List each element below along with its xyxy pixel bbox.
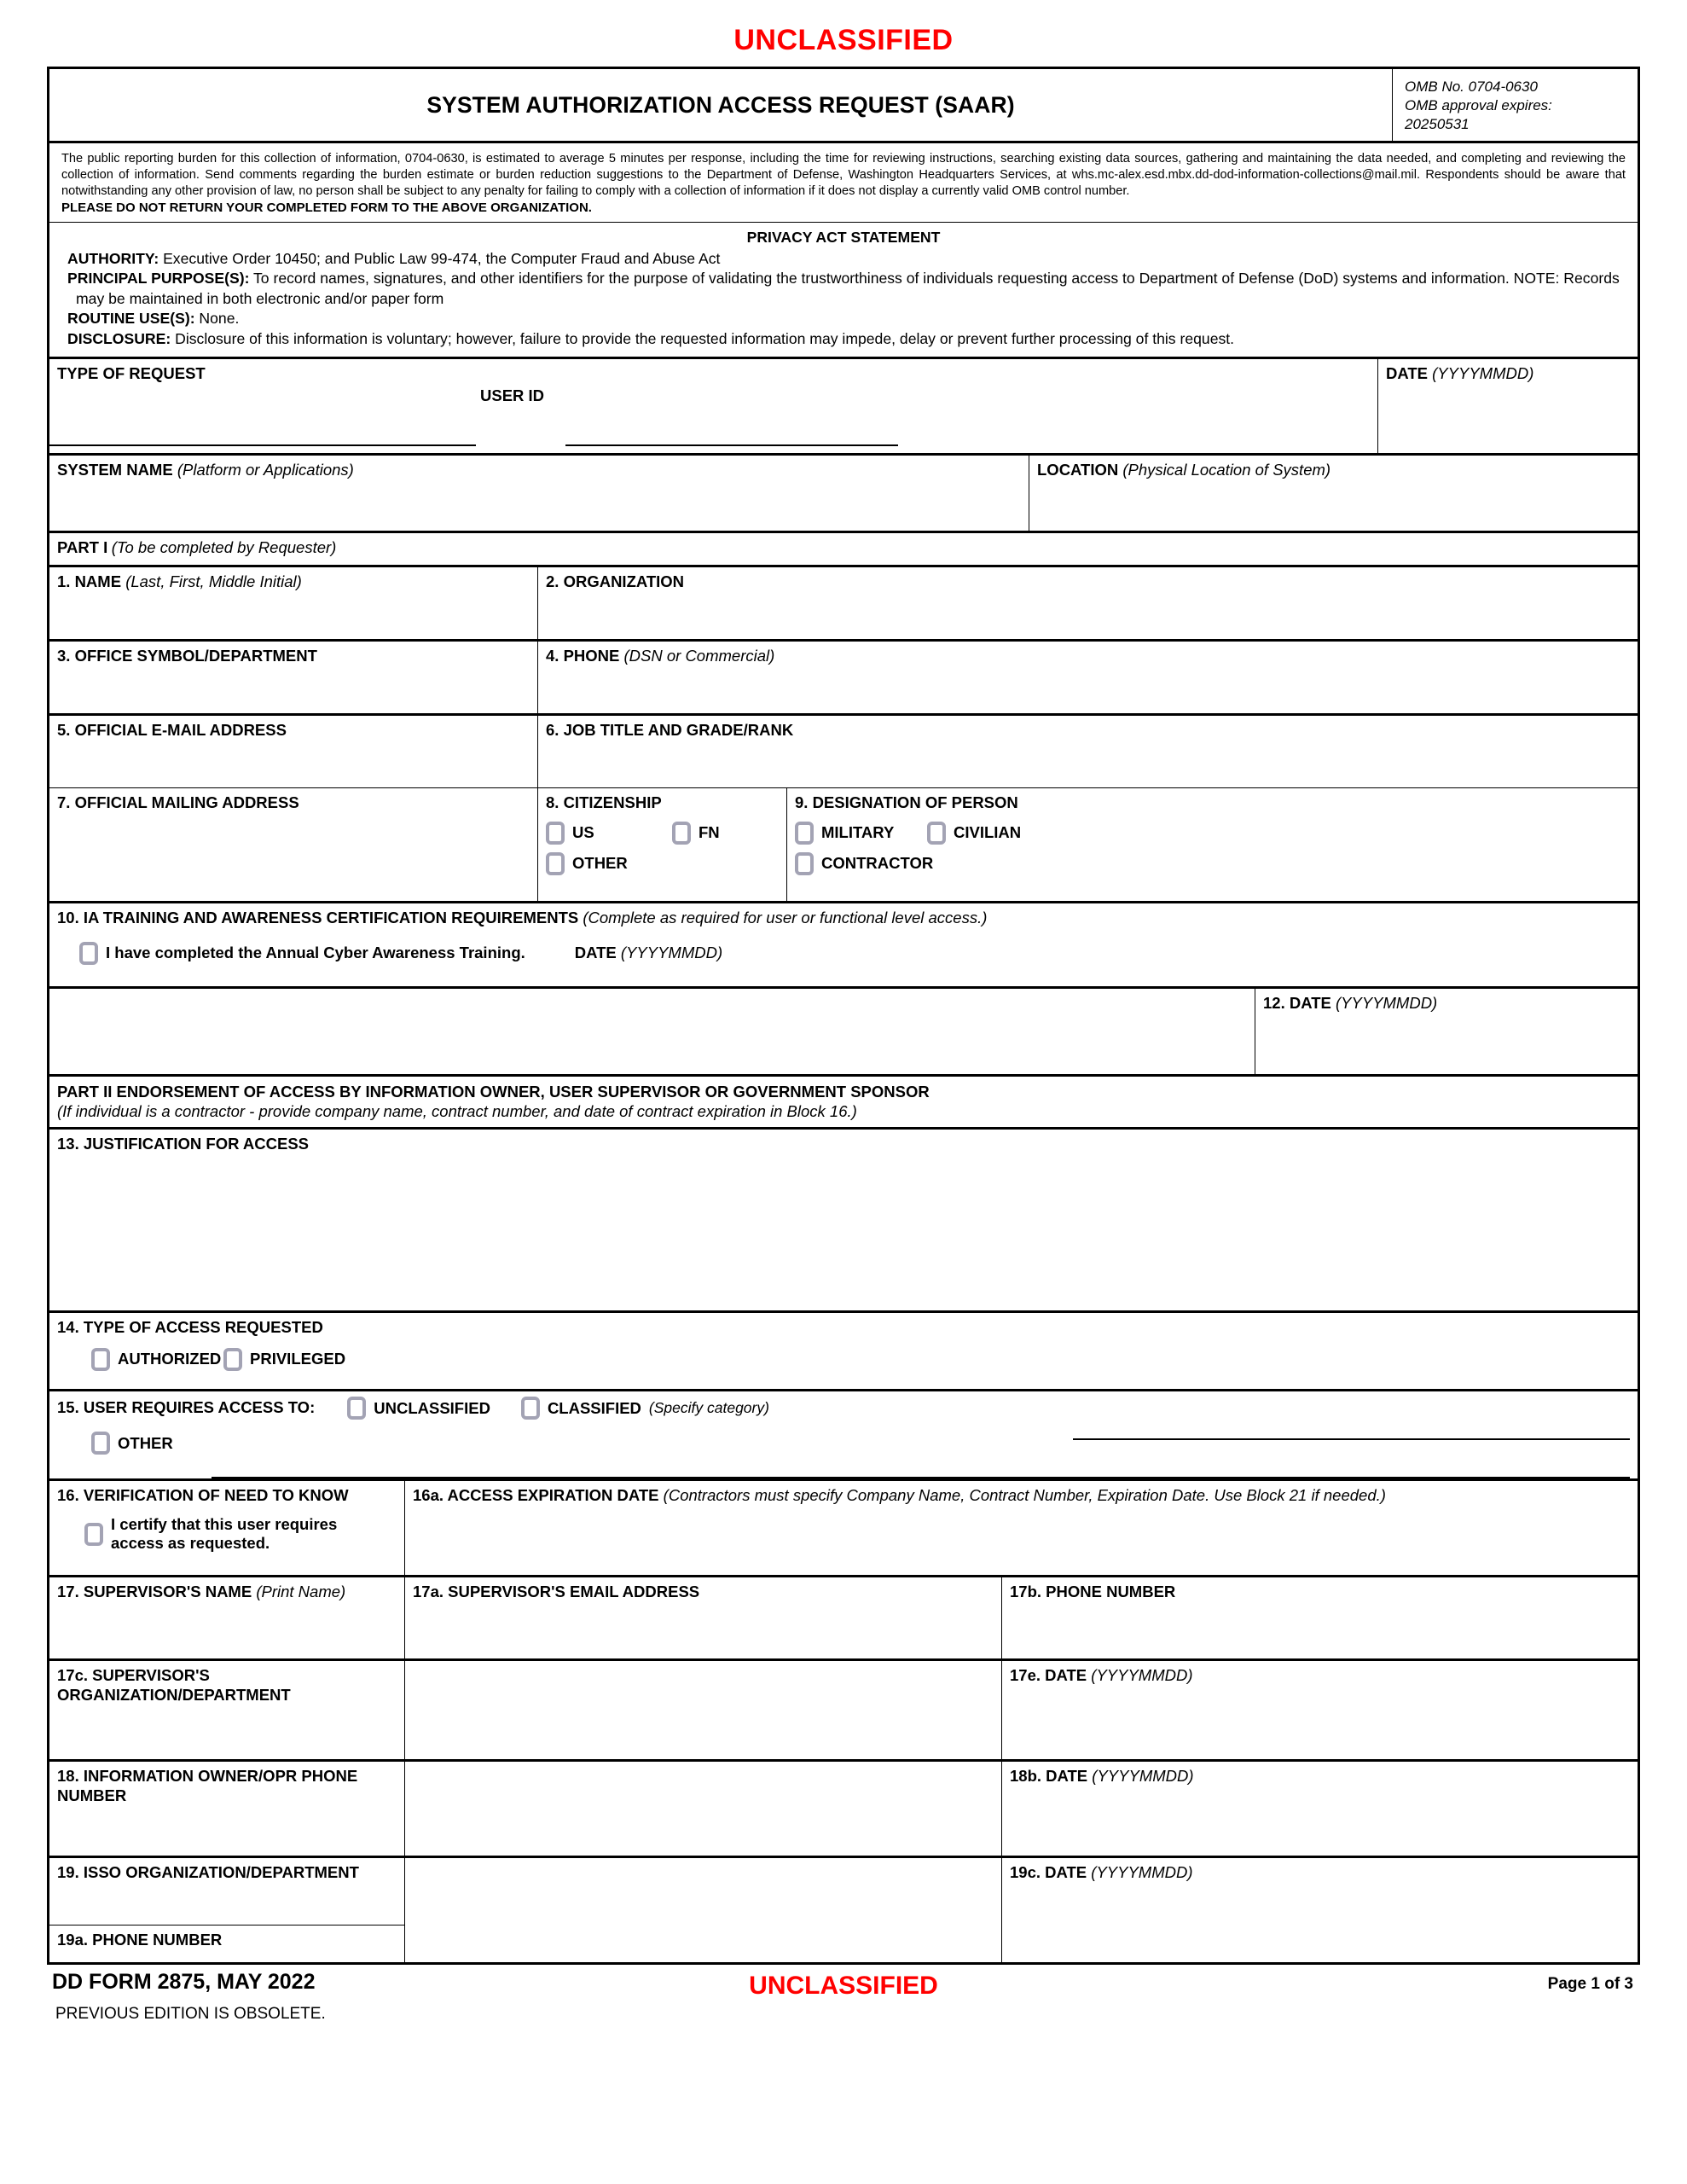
- field-15-label: 15. USER REQUIRES ACCESS TO:: [57, 1398, 316, 1417]
- checkbox-classified[interactable]: [521, 1397, 641, 1420]
- field-7-mailing-address[interactable]: [49, 788, 537, 901]
- field-15-classified-hint: (Specify category): [648, 1399, 769, 1417]
- checkbox-icon[interactable]: [347, 1397, 366, 1420]
- checkbox-icon[interactable]: [795, 852, 814, 875]
- checkbox-cyber-awareness-label: I have completed the Annual Cyber Awareness Training.: [106, 944, 525, 962]
- checkbox-designation-civilian[interactable]: [927, 822, 1021, 845]
- checkbox-icon[interactable]: [546, 852, 565, 875]
- field-19c-hint: (YYYYMMDD): [1091, 1863, 1193, 1882]
- row-supervisor-org: [49, 1658, 1638, 1759]
- field-3-office-symbol[interactable]: [49, 642, 537, 713]
- checkbox-access-other[interactable]: [91, 1432, 173, 1455]
- field-17b-phone[interactable]: [1001, 1577, 1638, 1658]
- previous-edition-note: PREVIOUS EDITION IS OBSOLETE.: [55, 2005, 326, 2024]
- checkbox-icon[interactable]: [91, 1432, 110, 1455]
- privacy-disclosure-text: Disclosure of this information is voluntary; however, failure to provide the requested information may impede, delay or prevent further processing of this request.: [171, 329, 1235, 347]
- field-16a-expiration-date[interactable]: [404, 1481, 1638, 1575]
- field-3-label: 3. OFFICE SYMBOL/DEPARTMENT: [57, 647, 317, 665]
- row-email-jobtitle: [49, 713, 1638, 787]
- field-17a-supervisor-email[interactable]: [404, 1577, 1001, 1658]
- checkbox-icon[interactable]: [79, 942, 98, 965]
- privacy-authority: [61, 249, 1626, 269]
- request-date-cell[interactable]: [1377, 359, 1638, 453]
- field-10-label: [57, 909, 1630, 928]
- field-11-signature[interactable]: [49, 989, 1255, 1074]
- checkbox-icon[interactable]: [521, 1397, 540, 1420]
- field-4-label: [546, 647, 1630, 666]
- field-18b-label: [1010, 1767, 1630, 1786]
- field-13-justification[interactable]: [49, 1127, 1638, 1310]
- field-10-date: [575, 944, 722, 963]
- field-19-isso-org[interactable]: [49, 1858, 404, 1925]
- row-information-owner: [49, 1759, 1638, 1856]
- field-6-job-title[interactable]: [537, 716, 1638, 787]
- title-band: [49, 69, 1638, 141]
- privacy-disclosure: [61, 329, 1626, 349]
- field-5-email[interactable]: [49, 716, 537, 787]
- privacy-authority-label: AUTHORITY:: [67, 250, 159, 268]
- field-19-label: 19. ISSO ORGANIZATION/DEPARTMENT: [57, 1863, 359, 1882]
- field-17d-supervisor-signature[interactable]: [404, 1661, 1001, 1759]
- field-4-phone[interactable]: [537, 642, 1638, 713]
- part1-heading-hint: (To be completed by Requester): [111, 538, 337, 557]
- field-9-label: 9. DESIGNATION OF PERSON: [795, 793, 1018, 812]
- field-16-certify-line1: I certify that this user requires: [111, 1514, 338, 1533]
- field-12-hint: (YYYYMMDD): [1336, 994, 1438, 1013]
- field-16a-label: [413, 1486, 1630, 1506]
- field-2-organization[interactable]: [537, 567, 1638, 639]
- privacy-act-statement: [49, 222, 1638, 357]
- part2-heading-text: PART II ENDORSEMENT OF ACCESS BY INFORMATION OWNER, USER SUPERVISOR OR GOVERNMENT SPONSOR: [57, 1083, 930, 1101]
- checkbox-designation-contractor[interactable]: [795, 852, 933, 875]
- checkbox-designation-contractor-label: CONTRACTOR: [821, 854, 934, 873]
- page-number: Page 1 of 3: [1547, 1975, 1633, 1994]
- field-17-hint: (Print Name): [256, 1583, 346, 1601]
- field-4-label-text: 4. PHONE: [546, 647, 620, 665]
- checkbox-designation-civilian-label: CIVILIAN: [954, 823, 1022, 842]
- classification-banner-bottom: UNCLASSIFIED: [749, 1972, 938, 2001]
- privacy-disclosure-label: DISCLOSURE:: [67, 329, 171, 347]
- field-17e-label: [1010, 1666, 1630, 1686]
- field-17b-label: 17b. PHONE NUMBER: [1010, 1583, 1176, 1601]
- field-9-designation: [786, 788, 1638, 901]
- field-19a-label: 19a. PHONE NUMBER: [57, 1931, 223, 1949]
- row-office-phone: [49, 639, 1638, 713]
- checkbox-access-privileged[interactable]: [223, 1348, 345, 1371]
- field-18a-info-owner-signature[interactable]: [404, 1762, 1001, 1856]
- burden-notice: PLEASE DO NOT RETURN YOUR COMPLETED FORM TO THE ABOVE ORGANIZATION.: [61, 200, 592, 216]
- request-row: [49, 357, 1638, 453]
- checkbox-icon[interactable]: [91, 1348, 110, 1371]
- checkbox-access-authorized[interactable]: [91, 1348, 223, 1371]
- omb-expires-label: OMB approval expires:: [1405, 97, 1552, 114]
- field-1-label-text: 1. NAME: [57, 572, 122, 591]
- row-signature-date: [49, 986, 1638, 1074]
- field-16-label: 16. VERIFICATION OF NEED TO KNOW: [57, 1486, 349, 1505]
- system-name-cell[interactable]: [49, 456, 1029, 531]
- field-13-label: 13. JUSTIFICATION FOR ACCESS: [57, 1135, 310, 1153]
- page-title: SYSTEM AUTHORIZATION ACCESS REQUEST (SAAR): [426, 91, 1015, 118]
- system-row: [49, 453, 1638, 531]
- type-of-request-label: TYPE OF REQUEST: [57, 364, 206, 383]
- checkbox-icon[interactable]: [927, 822, 946, 845]
- field-17-supervisor-name[interactable]: [49, 1577, 404, 1658]
- field-17e-date[interactable]: [1001, 1661, 1638, 1759]
- field-14-type-of-access: [49, 1310, 1638, 1389]
- field-19c-label: [1010, 1863, 1630, 1883]
- location-label-text: LOCATION: [1037, 461, 1119, 479]
- part1-heading: [49, 531, 1638, 565]
- field-6-label: 6. JOB TITLE AND GRADE/RANK: [546, 721, 794, 740]
- field-16a-label-text: 16a. ACCESS EXPIRATION DATE: [413, 1486, 659, 1505]
- dd-form-2875: [47, 67, 1640, 1965]
- field-12-label: [1263, 994, 1630, 1014]
- request-date-label-text: DATE: [1386, 364, 1428, 383]
- privacy-act-title: PRIVACY ACT STATEMENT: [746, 228, 941, 246]
- classified-category-input[interactable]: [1073, 1438, 1630, 1440]
- field-10-date-format: (YYYYMMDD): [620, 943, 723, 961]
- privacy-purpose-label: PRINCIPAL PURPOSE(S):: [67, 270, 250, 288]
- checkbox-icon[interactable]: [672, 822, 691, 845]
- field-1-label: [57, 572, 530, 592]
- field-4-hint: (DSN or Commercial): [623, 647, 775, 665]
- part1-heading-bold: PART I: [57, 538, 108, 557]
- omb-expires-value: 20250531: [1405, 116, 1470, 133]
- field-17e-label-text: 17e. DATE: [1010, 1666, 1087, 1685]
- checkbox-icon[interactable]: [223, 1348, 242, 1371]
- field-15-access-level: [49, 1389, 1638, 1478]
- field-10-hint: (Complete as required for user or functional level access.): [583, 909, 988, 927]
- part2-heading: [49, 1074, 1638, 1127]
- checkbox-access-authorized-label: AUTHORIZED: [118, 1350, 222, 1368]
- field-10-date-label: DATE: [574, 943, 617, 961]
- row-name-organization: [49, 565, 1638, 639]
- burden-text: The public reporting burden for this collection of information, 0704-0630, is estimated to average 5 minutes per response, including the time for reviewing instructions, searching existing data sources, gathering and maintaining the data needed, and completing and reviewing the collection of information. Send comments regarding the burden estimate or burden reduction suggestions to the Department of Defense, Washington Headquarters Services, at whs.mc-alex.esd.mbx.dd-dod-information-collections@mail.mil. Respondents should be aware that notwithstanding any other provision of law, no person shall be subject to any penalty for failing to comply with a collection of information if it does not display a currently valid OMB control number.: [61, 152, 1626, 199]
- field-1-hint: (Last, First, Middle Initial): [125, 572, 302, 591]
- checkbox-designation-military[interactable]: [795, 822, 927, 845]
- classification-banner-top: UNCLASSIFIED: [733, 24, 954, 56]
- checkbox-citizenship-us-label: US: [572, 823, 594, 842]
- field-17c-label: 17c. SUPERVISOR'S ORGANIZATION/DEPARTMENT: [57, 1666, 291, 1704]
- isso-left-stack: [49, 1858, 404, 1962]
- checkbox-access-other-label: OTHER: [118, 1433, 173, 1452]
- field-12-date[interactable]: [1255, 989, 1638, 1074]
- user-id-input[interactable]: [565, 444, 898, 446]
- checkbox-designation-military-label: MILITARY: [821, 823, 895, 842]
- burden-statement: [49, 141, 1638, 221]
- access-other-input[interactable]: [212, 1477, 1630, 1478]
- request-date-format: (YYYYMMDD): [1432, 364, 1534, 383]
- checkbox-icon[interactable]: [84, 1523, 103, 1546]
- field-10-label-text: 10. IA TRAINING AND AWARENESS CERTIFICATION REQUIREMENTS: [57, 909, 579, 927]
- field-19a-phone[interactable]: [49, 1925, 404, 1962]
- location-hint: (Physical Location of System): [1122, 461, 1331, 479]
- field-8-label: 8. CITIZENSHIP: [546, 793, 662, 812]
- field-2-label: 2. ORGANIZATION: [546, 572, 685, 591]
- field-12-label-text: 12. DATE: [1263, 994, 1331, 1013]
- request-date-label: [1386, 364, 1630, 384]
- row-address-citizenship-designation: [49, 787, 1638, 901]
- system-name-label: [57, 461, 1021, 480]
- field-16-certify-line2: access as requested.: [111, 1534, 270, 1553]
- type-of-request-cell[interactable]: [49, 359, 1377, 453]
- checkbox-unclassified[interactable]: [347, 1397, 490, 1420]
- field-18b-label-text: 18b. DATE: [1010, 1767, 1088, 1786]
- privacy-routine-use: [61, 309, 1626, 328]
- field-18b-hint: (YYYYMMDD): [1092, 1767, 1194, 1786]
- part2-subheading-text: (If individual is a contractor - provide company name, contract number, and date of contract expiration in Block 16.): [57, 1101, 857, 1120]
- field-17c-supervisor-org[interactable]: [49, 1661, 404, 1759]
- field-19c-date[interactable]: [1001, 1858, 1638, 1962]
- location-cell[interactable]: [1029, 456, 1638, 531]
- field-17a-label: 17a. SUPERVISOR'S EMAIL ADDRESS: [413, 1583, 700, 1601]
- field-8-citizenship: [537, 788, 786, 901]
- field-18-label: 18. INFORMATION OWNER/OPR PHONE NUMBER: [57, 1767, 358, 1804]
- field-1-name[interactable]: [49, 567, 537, 639]
- checkbox-classified-label: CLASSIFIED: [547, 1398, 641, 1417]
- field-17e-hint: (YYYYMMDD): [1091, 1666, 1193, 1685]
- row-need-to-know: [49, 1478, 1638, 1575]
- omb-number: OMB No. 0704-0630: [1405, 78, 1538, 95]
- checkbox-citizenship-other-label: OTHER: [572, 854, 628, 873]
- field-18b-date[interactable]: [1001, 1762, 1638, 1856]
- location-label: [1037, 461, 1630, 480]
- privacy-purpose-text: To record names, signatures, and other identifiers for the purpose of validating the trustworthiness of individuals requesting access to Department of Defense (DoD) systems and information. NOTE: Records may be maintained in both electronic and/or paper form: [76, 270, 1620, 307]
- checkbox-cyber-awareness-training[interactable]: [79, 942, 525, 965]
- row-isso: [49, 1856, 1638, 1962]
- privacy-routine-label: ROUTINE USE(S):: [67, 310, 195, 328]
- checkbox-access-privileged-label: PRIVILEGED: [250, 1350, 346, 1368]
- row-supervisor-contact: [49, 1575, 1638, 1658]
- field-10-ia-training: [49, 901, 1638, 986]
- privacy-purpose: [61, 269, 1626, 309]
- form-identifier: DD FORM 2875, MAY 2022: [52, 1970, 316, 1995]
- field-19b-isso-signature[interactable]: [404, 1858, 1001, 1962]
- field-17-label: [57, 1583, 397, 1602]
- checkbox-citizenship-us[interactable]: [546, 822, 672, 845]
- checkbox-citizenship-fn[interactable]: [672, 822, 720, 845]
- omb-block: [1392, 69, 1638, 141]
- field-16a-hint: (Contractors must specify Company Name, Contract Number, Expiration Date. Use Block 21 if needed.): [663, 1486, 1386, 1505]
- type-of-request-input[interactable]: [49, 444, 476, 446]
- field-7-label: 7. OFFICIAL MAILING ADDRESS: [57, 793, 299, 812]
- checkbox-citizenship-fn-label: FN: [699, 823, 720, 842]
- checkbox-unclassified-label: UNCLASSIFIED: [374, 1398, 490, 1417]
- field-14-label: 14. TYPE OF ACCESS REQUESTED: [57, 1318, 323, 1337]
- system-name-label-text: SYSTEM NAME: [57, 461, 173, 479]
- user-id-label: USER ID: [480, 386, 545, 405]
- privacy-routine-text: None.: [194, 310, 240, 328]
- field-16-need-to-know: [49, 1481, 404, 1575]
- privacy-authority-text: Executive Order 10450; and Public Law 99-474, the Computer Fraud and Abuse Act: [159, 250, 721, 268]
- form-footer: [47, 1965, 1640, 2040]
- checkbox-icon[interactable]: [795, 822, 814, 845]
- field-18-info-owner-phone[interactable]: [49, 1762, 404, 1856]
- system-name-hint: (Platform or Applications): [177, 461, 354, 479]
- field-17-label-text: 17. SUPERVISOR'S NAME: [57, 1583, 252, 1601]
- field-19c-label-text: 19c. DATE: [1010, 1863, 1087, 1882]
- field-5-label: 5. OFFICIAL E-MAIL ADDRESS: [57, 721, 287, 740]
- checkbox-citizenship-other[interactable]: [546, 852, 628, 875]
- checkbox-icon[interactable]: [546, 822, 565, 845]
